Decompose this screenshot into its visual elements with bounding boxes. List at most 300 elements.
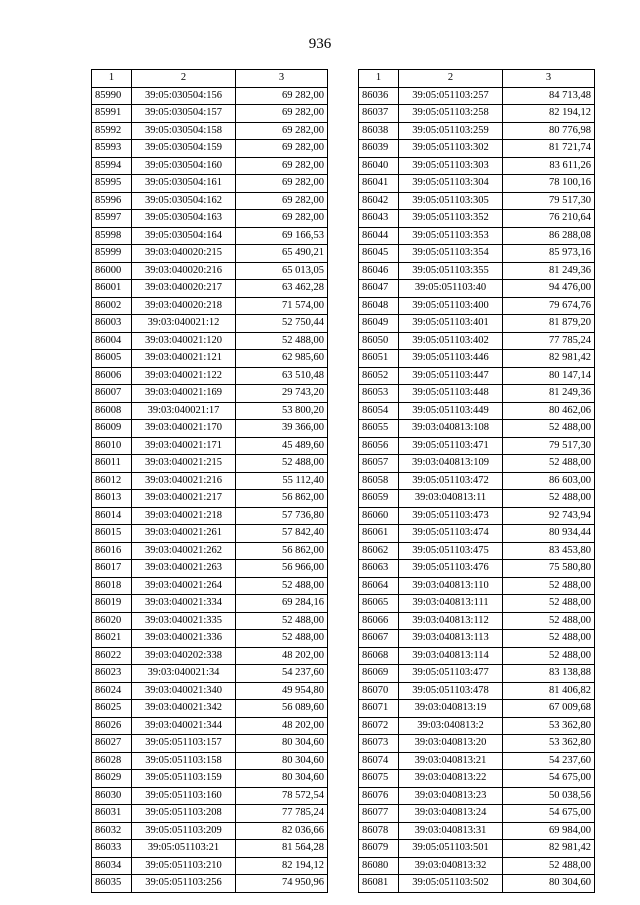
table-row: [92, 105, 328, 123]
cadastral-number: 39:03:040813:112: [399, 612, 503, 630]
row-number: 86022: [92, 647, 132, 665]
table-row: [92, 87, 328, 105]
row-number: 86036: [359, 87, 399, 105]
cadastral-value: 69 282,00: [236, 210, 328, 228]
cadastral-value: 71 574,00: [236, 297, 328, 315]
cadastral-number: 39:03:040813:111: [399, 595, 503, 613]
cadastral-value: 53 362,80: [503, 717, 595, 735]
row-number: 86080: [359, 857, 399, 875]
row-number: 86031: [92, 805, 132, 823]
row-number: 86041: [359, 175, 399, 193]
cadastral-value: 69 984,00: [503, 822, 595, 840]
row-number: 86047: [359, 280, 399, 298]
table-row: [359, 525, 595, 543]
row-number: 86010: [92, 437, 132, 455]
cadastral-number: 39:03:040813:114: [399, 647, 503, 665]
cadastral-value: 52 488,00: [236, 332, 328, 350]
table-row: [92, 805, 328, 823]
cadastral-value: 56 966,00: [236, 560, 328, 578]
cadastral-value: 52 488,00: [236, 577, 328, 595]
table-row: [359, 647, 595, 665]
table-row: [359, 595, 595, 613]
table-row: [359, 262, 595, 280]
row-number: 86020: [92, 612, 132, 630]
row-number: 85994: [92, 157, 132, 175]
cadastral-value: 54 675,00: [503, 805, 595, 823]
row-number: 86077: [359, 805, 399, 823]
cadastral-value: 84 713,48: [503, 87, 595, 105]
cadastral-number: 39:05:051103:474: [399, 525, 503, 543]
cadastral-number: 39:05:030504:156: [132, 87, 236, 105]
table-row: [92, 140, 328, 158]
row-number: 86012: [92, 472, 132, 490]
row-number: 86056: [359, 437, 399, 455]
cadastral-value: 80 304,60: [236, 735, 328, 753]
row-number: 86008: [92, 402, 132, 420]
row-number: 86055: [359, 420, 399, 438]
table-row: [359, 157, 595, 175]
row-number: 86033: [92, 840, 132, 858]
table-row: [359, 630, 595, 648]
row-number: 86013: [92, 490, 132, 508]
table-row: [92, 245, 328, 263]
cadastral-number: 39:03:040021:121: [132, 350, 236, 368]
cadastral-value: 80 462,06: [503, 402, 595, 420]
column-header-1: 1: [359, 70, 399, 88]
cadastral-value: 52 488,00: [503, 577, 595, 595]
cadastral-number: 39:05:051103:258: [399, 105, 503, 123]
row-number: 86070: [359, 682, 399, 700]
cadastral-value: 69 282,00: [236, 157, 328, 175]
table-row: [359, 805, 595, 823]
row-number: 86017: [92, 560, 132, 578]
row-number: 86011: [92, 455, 132, 473]
cadastral-value: 54 237,60: [236, 665, 328, 683]
table-row: [92, 560, 328, 578]
cadastral-value: 94 476,00: [503, 280, 595, 298]
cadastral-value: 82 981,42: [503, 840, 595, 858]
cadastral-value: 77 785,24: [236, 805, 328, 823]
cadastral-number: 39:03:040021:12: [132, 315, 236, 333]
cadastral-number: 39:05:051103:209: [132, 822, 236, 840]
cadastral-number: 39:03:040813:108: [399, 420, 503, 438]
cadastral-number: 39:05:051103:472: [399, 472, 503, 490]
table-row: [359, 87, 595, 105]
cadastral-value: 83 611,26: [503, 157, 595, 175]
table-row: [359, 402, 595, 420]
row-number: 86014: [92, 507, 132, 525]
row-number: 86024: [92, 682, 132, 700]
row-number: 86052: [359, 367, 399, 385]
row-number: 86039: [359, 140, 399, 158]
cadastral-number: 39:03:040021:215: [132, 455, 236, 473]
table-row: [92, 822, 328, 840]
table-row: [92, 507, 328, 525]
row-number: 86069: [359, 665, 399, 683]
cadastral-number: 39:05:030504:158: [132, 122, 236, 140]
row-number: 86042: [359, 192, 399, 210]
table-row: [92, 612, 328, 630]
cadastral-value: 57 736,80: [236, 507, 328, 525]
cadastral-number: 39:05:051103:401: [399, 315, 503, 333]
cadastral-value: 52 488,00: [236, 630, 328, 648]
cadastral-number: 39:05:051103:303: [399, 157, 503, 175]
cadastral-number: 39:05:051103:502: [399, 875, 503, 893]
cadastral-number: 39:05:051103:257: [399, 87, 503, 105]
row-number: 85992: [92, 122, 132, 140]
row-number: 86061: [359, 525, 399, 543]
column-header-3: 3: [236, 70, 328, 88]
table-row: [92, 420, 328, 438]
cadastral-number: 39:05:051103:446: [399, 350, 503, 368]
table-row: [359, 455, 595, 473]
cadastral-number: 39:03:040021:262: [132, 542, 236, 560]
row-number: 86044: [359, 227, 399, 245]
row-number: 86071: [359, 700, 399, 718]
table-row: [92, 315, 328, 333]
cadastral-number: 39:05:051103:304: [399, 175, 503, 193]
row-number: 86066: [359, 612, 399, 630]
table-row: [359, 280, 595, 298]
table-row: [359, 472, 595, 490]
column-header-3: 3: [503, 70, 595, 88]
row-number: 86038: [359, 122, 399, 140]
row-number: 86043: [359, 210, 399, 228]
table-row: [92, 297, 328, 315]
table-row: [92, 367, 328, 385]
row-number: 86003: [92, 315, 132, 333]
row-number: 86073: [359, 735, 399, 753]
cadastral-number: 39:05:051103:448: [399, 385, 503, 403]
register-table-left: [91, 69, 328, 893]
cadastral-value: 52 488,00: [503, 857, 595, 875]
cadastral-value: 56 862,00: [236, 490, 328, 508]
table-row: [92, 122, 328, 140]
table-header-row: [92, 70, 328, 88]
cadastral-value: 81 406,82: [503, 682, 595, 700]
cadastral-value: 69 282,00: [236, 192, 328, 210]
cadastral-number: 39:05:051103:353: [399, 227, 503, 245]
cadastral-number: 39:05:030504:162: [132, 192, 236, 210]
cadastral-number: 39:05:051103:159: [132, 770, 236, 788]
row-number: 86057: [359, 455, 399, 473]
cadastral-value: 80 304,60: [236, 752, 328, 770]
table-row: [92, 227, 328, 245]
cadastral-value: 80 304,60: [236, 770, 328, 788]
cadastral-value: 49 954,80: [236, 682, 328, 700]
cadastral-number: 39:03:040021:263: [132, 560, 236, 578]
cadastral-value: 52 488,00: [503, 455, 595, 473]
table-row: [359, 140, 595, 158]
row-number: 86004: [92, 332, 132, 350]
row-number: 86053: [359, 385, 399, 403]
cadastral-number: 39:03:040813:109: [399, 455, 503, 473]
cadastral-number: 39:03:040021:344: [132, 717, 236, 735]
table-row: [92, 157, 328, 175]
cadastral-number: 39:03:040021:216: [132, 472, 236, 490]
cadastral-value: 80 147,14: [503, 367, 595, 385]
table-row: [92, 700, 328, 718]
table-row: [92, 402, 328, 420]
table-row: [359, 612, 595, 630]
cadastral-number: 39:03:040020:217: [132, 280, 236, 298]
cadastral-number: 39:05:051103:354: [399, 245, 503, 263]
table-row: [92, 175, 328, 193]
cadastral-number: 39:03:040020:218: [132, 297, 236, 315]
row-number: 86058: [359, 472, 399, 490]
table-row: [359, 437, 595, 455]
cadastral-number: 39:05:051103:256: [132, 875, 236, 893]
cadastral-value: 81 249,36: [503, 262, 595, 280]
table-row: [359, 752, 595, 770]
row-number: 86005: [92, 350, 132, 368]
cadastral-value: 67 009,68: [503, 700, 595, 718]
table-row: [92, 787, 328, 805]
cadastral-number: 39:03:040021:261: [132, 525, 236, 543]
row-number: 86045: [359, 245, 399, 263]
cadastral-value: 83 138,88: [503, 665, 595, 683]
table-row: [92, 472, 328, 490]
cadastral-number: 39:05:030504:157: [132, 105, 236, 123]
cadastral-number: 39:05:051103:475: [399, 542, 503, 560]
row-number: 86019: [92, 595, 132, 613]
cadastral-number: 39:03:040813:24: [399, 805, 503, 823]
cadastral-number: 39:03:040021:34: [132, 665, 236, 683]
cadastral-value: 65 013,05: [236, 262, 328, 280]
cadastral-number: 39:03:040020:216: [132, 262, 236, 280]
cadastral-number: 39:03:040813:11: [399, 490, 503, 508]
table-row: [359, 507, 595, 525]
cadastral-value: 52 750,44: [236, 315, 328, 333]
table-row: [359, 717, 595, 735]
row-number: 85999: [92, 245, 132, 263]
table-row: [92, 542, 328, 560]
table-row: [359, 332, 595, 350]
cadastral-value: 56 862,00: [236, 542, 328, 560]
cadastral-value: 80 934,44: [503, 525, 595, 543]
table-row: [92, 350, 328, 368]
cadastral-value: 52 488,00: [503, 630, 595, 648]
table-row: [359, 560, 595, 578]
row-number: 86081: [359, 875, 399, 893]
cadastral-number: 39:03:040202:338: [132, 647, 236, 665]
cadastral-value: 82 036,66: [236, 822, 328, 840]
table-row: [92, 332, 328, 350]
cadastral-number: 39:05:051103:21: [132, 840, 236, 858]
table-row: [359, 857, 595, 875]
row-number: 86064: [359, 577, 399, 595]
cadastral-value: 69 284,16: [236, 595, 328, 613]
cadastral-number: 39:03:040021:217: [132, 490, 236, 508]
row-number: 86026: [92, 717, 132, 735]
cadastral-value: 80 304,60: [503, 875, 595, 893]
table-row: [92, 717, 328, 735]
cadastral-value: 29 743,20: [236, 385, 328, 403]
table-row: [359, 787, 595, 805]
row-number: 86034: [92, 857, 132, 875]
cadastral-value: 53 800,20: [236, 402, 328, 420]
table-row: [359, 770, 595, 788]
cadastral-value: 62 985,60: [236, 350, 328, 368]
table-row: [92, 770, 328, 788]
row-number: 86074: [359, 752, 399, 770]
table-row: [92, 735, 328, 753]
row-number: 86009: [92, 420, 132, 438]
row-number: 86021: [92, 630, 132, 648]
row-number: 86040: [359, 157, 399, 175]
cadastral-number: 39:05:051103:471: [399, 437, 503, 455]
cadastral-value: 69 282,00: [236, 105, 328, 123]
table-row: [359, 210, 595, 228]
cadastral-value: 63 510,48: [236, 367, 328, 385]
cadastral-number: 39:05:051103:402: [399, 332, 503, 350]
row-number: 86002: [92, 297, 132, 315]
table-row: [92, 262, 328, 280]
row-number: 85996: [92, 192, 132, 210]
row-number: 86046: [359, 262, 399, 280]
row-number: 86051: [359, 350, 399, 368]
table-row: [92, 647, 328, 665]
cadastral-number: 39:05:051103:400: [399, 297, 503, 315]
row-number: 86007: [92, 385, 132, 403]
cadastral-number: 39:05:051103:208: [132, 805, 236, 823]
table-row: [359, 875, 595, 893]
cadastral-value: 85 973,16: [503, 245, 595, 263]
cadastral-number: 39:05:051103:40: [399, 280, 503, 298]
row-number: 86037: [359, 105, 399, 123]
table-row: [92, 875, 328, 893]
cadastral-number: 39:05:030504:159: [132, 140, 236, 158]
cadastral-value: 78 100,16: [503, 175, 595, 193]
cadastral-value: 69 282,00: [236, 140, 328, 158]
cadastral-number: 39:03:040021:120: [132, 332, 236, 350]
cadastral-number: 39:03:040020:215: [132, 245, 236, 263]
cadastral-value: 52 488,00: [503, 490, 595, 508]
cadastral-number: 39:05:051103:352: [399, 210, 503, 228]
table-row: [92, 840, 328, 858]
cadastral-value: 54 237,60: [503, 752, 595, 770]
column-header-2: 2: [132, 70, 236, 88]
cadastral-value: 53 362,80: [503, 735, 595, 753]
cadastral-value: 52 488,00: [236, 612, 328, 630]
cadastral-number: 39:03:040021:17: [132, 402, 236, 420]
cadastral-value: 48 202,00: [236, 647, 328, 665]
cadastral-number: 39:03:040813:22: [399, 770, 503, 788]
cadastral-value: 82 194,12: [236, 857, 328, 875]
cadastral-value: 81 721,74: [503, 140, 595, 158]
cadastral-number: 39:03:040021:171: [132, 437, 236, 455]
row-number: 86001: [92, 280, 132, 298]
cadastral-number: 39:03:040021:218: [132, 507, 236, 525]
row-number: 86028: [92, 752, 132, 770]
cadastral-value: 92 743,94: [503, 507, 595, 525]
cadastral-number: 39:05:051103:447: [399, 367, 503, 385]
cadastral-number: 39:03:040021:169: [132, 385, 236, 403]
row-number: 86023: [92, 665, 132, 683]
row-number: 86006: [92, 367, 132, 385]
cadastral-value: 52 488,00: [236, 455, 328, 473]
row-number: 86030: [92, 787, 132, 805]
page-number: 936: [308, 36, 332, 52]
cadastral-number: 39:05:051103:478: [399, 682, 503, 700]
column-header-1: 1: [92, 70, 132, 88]
table-row: [359, 227, 595, 245]
table-header-row: [359, 70, 595, 88]
cadastral-value: 86 603,00: [503, 472, 595, 490]
cadastral-value: 83 453,80: [503, 542, 595, 560]
cadastral-number: 39:03:040021:264: [132, 577, 236, 595]
row-number: 85995: [92, 175, 132, 193]
row-number: 85997: [92, 210, 132, 228]
cadastral-value: 76 210,64: [503, 210, 595, 228]
cadastral-value: 82 194,12: [503, 105, 595, 123]
row-number: 86016: [92, 542, 132, 560]
cadastral-number: 39:03:040813:110: [399, 577, 503, 595]
table-row: [359, 192, 595, 210]
cadastral-value: 81 879,20: [503, 315, 595, 333]
cadastral-value: 75 580,80: [503, 560, 595, 578]
row-number: 86048: [359, 297, 399, 315]
row-number: 86062: [359, 542, 399, 560]
table-row: [359, 682, 595, 700]
cadastral-number: 39:03:040813:19: [399, 700, 503, 718]
cadastral-number: 39:03:040813:32: [399, 857, 503, 875]
table-row: [92, 682, 328, 700]
cadastral-number: 39:03:040021:336: [132, 630, 236, 648]
cadastral-number: 39:03:040813:2: [399, 717, 503, 735]
cadastral-value: 78 572,54: [236, 787, 328, 805]
cadastral-number: 39:03:040813:23: [399, 787, 503, 805]
cadastral-value: 52 488,00: [503, 595, 595, 613]
row-number: 86075: [359, 770, 399, 788]
cadastral-value: 57 842,40: [236, 525, 328, 543]
row-number: 85991: [92, 105, 132, 123]
table-row: [359, 245, 595, 263]
cadastral-number: 39:05:051103:477: [399, 665, 503, 683]
row-number: 86078: [359, 822, 399, 840]
cadastral-value: 74 950,96: [236, 875, 328, 893]
table-row: [359, 385, 595, 403]
cadastral-number: 39:05:051103:157: [132, 735, 236, 753]
cadastral-value: 63 462,28: [236, 280, 328, 298]
row-number: 86072: [359, 717, 399, 735]
cadastral-number: 39:05:030504:161: [132, 175, 236, 193]
cadastral-value: 79 674,76: [503, 297, 595, 315]
row-number: 86000: [92, 262, 132, 280]
table-row: [92, 455, 328, 473]
cadastral-number: 39:05:051103:355: [399, 262, 503, 280]
cadastral-number: 39:03:040021:334: [132, 595, 236, 613]
cadastral-value: 82 981,42: [503, 350, 595, 368]
cadastral-value: 48 202,00: [236, 717, 328, 735]
cadastral-value: 55 112,40: [236, 472, 328, 490]
cadastral-number: 39:03:040021:170: [132, 420, 236, 438]
cadastral-value: 54 675,00: [503, 770, 595, 788]
table-row: [92, 280, 328, 298]
cadastral-value: 79 517,30: [503, 192, 595, 210]
cadastral-value: 65 490,21: [236, 245, 328, 263]
cadastral-number: 39:05:030504:160: [132, 157, 236, 175]
row-number: 86059: [359, 490, 399, 508]
table-row: [92, 385, 328, 403]
row-number: 86065: [359, 595, 399, 613]
table-body-left: [92, 87, 328, 892]
row-number: 85990: [92, 87, 132, 105]
table-row: [359, 105, 595, 123]
cadastral-number: 39:03:040813:31: [399, 822, 503, 840]
table-row: [92, 595, 328, 613]
row-number: 85993: [92, 140, 132, 158]
